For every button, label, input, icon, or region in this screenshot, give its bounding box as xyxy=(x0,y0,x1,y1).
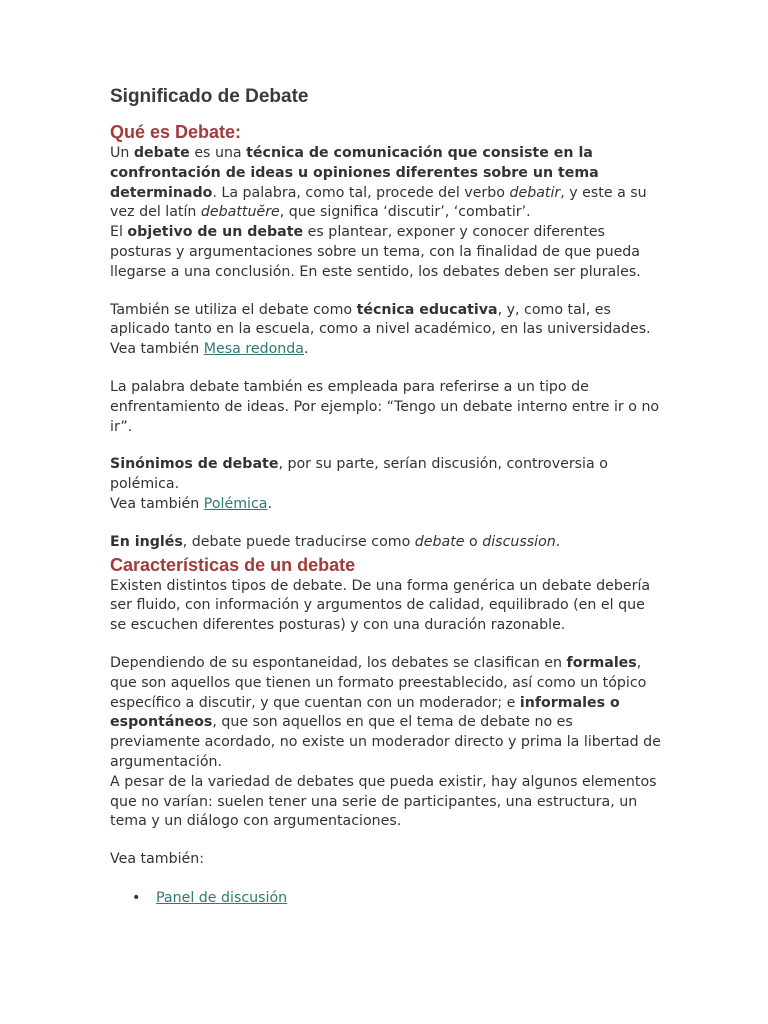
paragraph-definition xyxy=(110,144,662,223)
bold-text: En inglés xyxy=(110,533,183,550)
bold-text: formales xyxy=(566,654,637,671)
link-polemica[interactable]: Polémica xyxy=(203,495,268,512)
text-run: El xyxy=(110,224,128,241)
see-also-list xyxy=(110,888,662,908)
see-also-polemica xyxy=(110,495,662,515)
text-run: , que son aquellos que tienen un formato preestablecido, así como un tópico específico a discutir, y que cuentan con un moderador; e xyxy=(110,654,647,711)
text-run: Dependiendo de su espontaneidad, los debates se clasifican en xyxy=(110,654,567,671)
bullet-icon: • xyxy=(132,889,141,906)
paragraph-common-elements: A pesar de la variedad de debates que pueda existir, hay algunos elementos que no varían: suelen tener una serie de participantes, una estructura, un tema y un diálogo con argumentaciones. xyxy=(110,773,657,830)
text-run: Vea también xyxy=(110,341,204,358)
italic-text: discussion xyxy=(482,533,556,550)
section-heading-caracteristicas: Características de un debate xyxy=(110,554,356,575)
text-run: También se utiliza el debate como xyxy=(110,301,357,318)
bold-text: informales o espontáneos xyxy=(110,694,620,731)
page-title: Significado de Debate xyxy=(110,86,309,107)
text-run: . xyxy=(304,341,309,358)
text-run: , que significa ‘discutir’, ‘combatir’. xyxy=(279,204,531,221)
text-run: , que son aquellos en que el tema de debate no es previamente acordado, no existe un moderador directo y prima la libertad de argumentación. xyxy=(110,714,661,770)
text-run: . xyxy=(555,533,561,550)
bold-text: técnica educativa xyxy=(356,301,498,318)
text-run: Un xyxy=(110,145,134,161)
link-mesa-redonda[interactable]: Mesa redonda xyxy=(203,341,304,358)
text-run: Vea también xyxy=(110,495,204,512)
text-run: , y, como tal, es aplicado tanto en la escuela, como a nivel académico, en las universidades. xyxy=(110,301,651,338)
bold-text: objetivo de un debate xyxy=(127,224,304,241)
text-run: es una xyxy=(189,145,247,161)
paragraph-english xyxy=(110,533,662,553)
italic-text: debattuĕre xyxy=(200,204,280,221)
bold-text: debate xyxy=(133,145,190,161)
text-run: o xyxy=(464,533,483,550)
text-run: , debate puede traducirse como xyxy=(182,533,415,550)
italic-text: debate xyxy=(414,533,465,550)
bold-text: Sinónimos de debate xyxy=(110,456,279,473)
paragraph-internal-debate: La palabra debate también es empleada para referirse a un tipo de enfrentamiento de ideas. Por ejemplo: “Tengo un debate interno entre ir o no ir”. xyxy=(110,378,660,435)
text-run: . La palabra, como tal, procede del verbo xyxy=(212,184,510,201)
link-panel-de-discusion[interactable]: Panel de discusión xyxy=(156,889,288,906)
italic-text: debatir xyxy=(509,184,561,201)
paragraph-formal-informal xyxy=(110,654,662,773)
bold-text: técnica de comunicación que consiste en la confrontación de ideas u opiniones diferentes sobre un tema determinado xyxy=(110,145,599,201)
paragraph-objective xyxy=(110,223,662,282)
paragraph-types: Existen distintos tipos de debate. De una forma genérica un debate debería ser fluido, con información y argumentos de calidad, equilibrado (en el que se escuchen diferentes posturas) y con una duración razonable. xyxy=(110,577,651,634)
see-also-label: Vea también: xyxy=(110,851,205,868)
paragraph-synonyms xyxy=(110,455,662,495)
paragraph-educational-technique xyxy=(110,301,662,341)
list-item xyxy=(132,888,662,908)
text-run: , y este a su vez del latín xyxy=(110,184,647,221)
text-run: es plantear, exponer y conocer diferentes posturas y argumentaciones sobre un tema, con la finalidad de que pueda llegarse a una conclusión. En este sentido, los debates deben ser plurales. xyxy=(110,224,641,280)
document-page xyxy=(110,84,662,908)
see-also-mesa-redonda xyxy=(110,340,662,360)
text-run: . xyxy=(267,495,272,512)
text-run: , por su parte, serían discusión, controversia o polémica. xyxy=(110,456,608,493)
section-heading-que-es-debate: Qué es Debate: xyxy=(110,122,242,142)
